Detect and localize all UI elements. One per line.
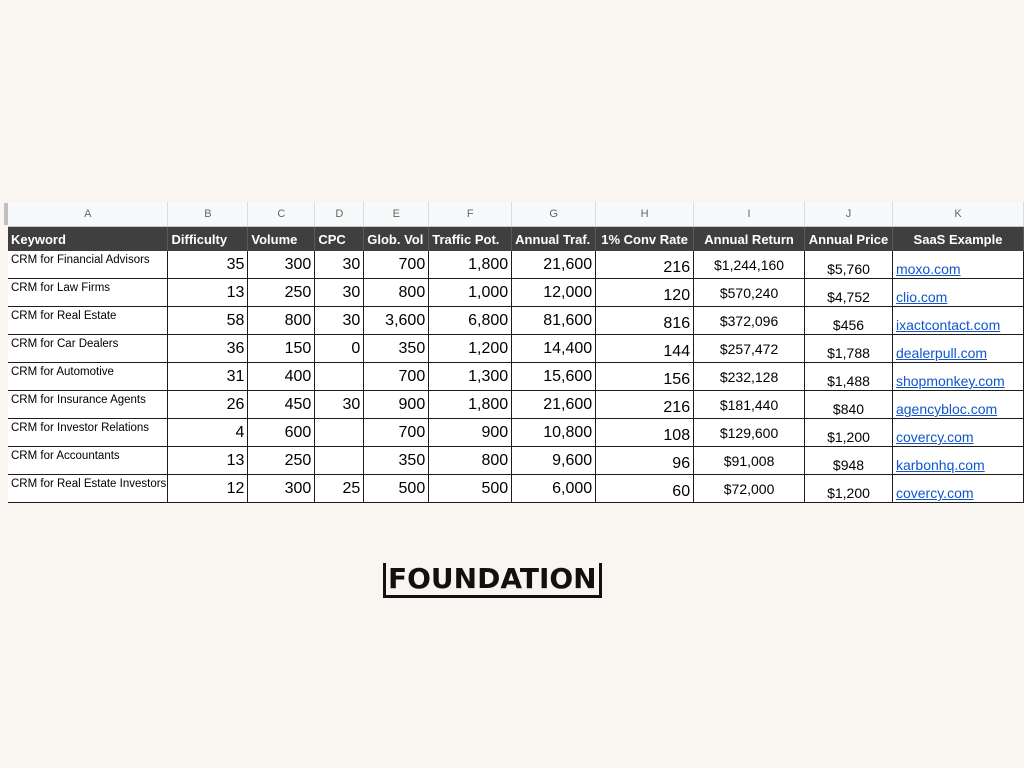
cell-annual-return[interactable]: $232,128 <box>694 363 805 391</box>
cell-conv-rate[interactable]: 96 <box>596 447 694 475</box>
saas-link[interactable]: covercy.com <box>895 429 974 445</box>
cell-volume[interactable]: 250 <box>248 447 315 475</box>
cell-glob-vol[interactable]: 700 <box>364 419 429 447</box>
cell-traffic-pot[interactable]: 1,800 <box>429 251 512 279</box>
cell-keyword[interactable]: CRM for Insurance Agents <box>8 391 168 419</box>
cell-volume[interactable]: 400 <box>248 363 315 391</box>
cell-conv-rate[interactable]: 216 <box>596 391 694 419</box>
saas-link[interactable]: covercy.com <box>895 485 974 501</box>
cell-annual-return[interactable]: $570,240 <box>694 279 805 307</box>
cell-cpc[interactable] <box>315 419 364 447</box>
cell-keyword[interactable]: CRM for Real Estate <box>8 307 168 335</box>
cell-saas[interactable] <box>892 391 1023 419</box>
cell-cpc[interactable] <box>315 363 364 391</box>
cell-volume[interactable]: 300 <box>248 475 315 503</box>
column-letter-a[interactable]: A <box>8 202 168 227</box>
saas-link[interactable]: shopmonkey.com <box>895 373 1005 389</box>
table-row <box>8 363 1024 391</box>
cell-annual-return[interactable]: $91,008 <box>694 447 805 475</box>
cell-keyword[interactable]: CRM for Car Dealers <box>8 335 168 363</box>
cell-annual-return[interactable]: $372,096 <box>694 307 805 335</box>
cell-keyword[interactable]: CRM for Investor Relations <box>8 419 168 447</box>
cell-annual-return[interactable]: $181,440 <box>694 391 805 419</box>
cell-annual-traf[interactable]: 21,600 <box>512 251 596 279</box>
cell-glob-vol[interactable]: 800 <box>364 279 429 307</box>
header-conv-rate[interactable]: 1% Conv Rate <box>596 227 694 252</box>
cell-difficulty[interactable]: 13 <box>168 279 248 307</box>
column-letter-h[interactable]: H <box>596 202 694 227</box>
table-row <box>8 419 1024 447</box>
table-row <box>8 307 1024 335</box>
cell-annual-traf[interactable]: 21,600 <box>512 391 596 419</box>
cell-saas[interactable] <box>892 307 1023 335</box>
cell-volume[interactable]: 300 <box>248 251 315 279</box>
saas-link[interactable]: ixactcontact.com <box>895 317 1001 333</box>
cell-keyword[interactable]: CRM for Law Firms <box>8 279 168 307</box>
saas-link[interactable]: clio.com <box>895 289 948 305</box>
cell-annual-traf[interactable]: 81,600 <box>512 307 596 335</box>
cell-annual-traf[interactable]: 14,400 <box>512 335 596 363</box>
cell-difficulty[interactable]: 26 <box>168 391 248 419</box>
column-letter-e[interactable]: E <box>364 202 429 227</box>
cell-conv-rate[interactable]: 60 <box>596 475 694 503</box>
cell-annual-traf[interactable]: 6,000 <box>512 475 596 503</box>
cell-annual-traf[interactable]: 15,600 <box>512 363 596 391</box>
cell-difficulty[interactable]: 35 <box>168 251 248 279</box>
column-letter-c[interactable]: C <box>248 202 315 227</box>
cell-traffic-pot[interactable]: 1,800 <box>429 391 512 419</box>
cell-cpc[interactable]: 30 <box>315 307 364 335</box>
cell-conv-rate[interactable]: 144 <box>596 335 694 363</box>
cell-cpc[interactable]: 0 <box>315 335 364 363</box>
cell-saas[interactable] <box>892 279 1023 307</box>
cell-annual-return[interactable]: $1,244,160 <box>694 251 805 279</box>
cell-saas[interactable] <box>892 447 1023 475</box>
cell-glob-vol[interactable]: 900 <box>364 391 429 419</box>
cell-keyword[interactable]: CRM for Automotive <box>8 363 168 391</box>
cell-difficulty[interactable]: 12 <box>168 475 248 503</box>
column-letter-b[interactable]: B <box>168 202 248 227</box>
cell-saas[interactable] <box>892 251 1023 279</box>
column-letter-j[interactable]: J <box>805 202 893 227</box>
saas-link[interactable]: dealerpull.com <box>895 345 988 361</box>
saas-link[interactable]: agencybloc.com <box>895 401 998 417</box>
cell-conv-rate[interactable]: 216 <box>596 251 694 279</box>
cell-glob-vol[interactable]: 350 <box>364 335 429 363</box>
column-letter-d[interactable]: D <box>315 202 364 227</box>
saas-link[interactable]: moxo.com <box>895 261 961 277</box>
cell-glob-vol[interactable]: 700 <box>364 251 429 279</box>
header-row <box>8 227 1024 252</box>
cell-annual-return[interactable]: $257,472 <box>694 335 805 363</box>
header-annual-traf[interactable]: Annual Traf. <box>512 227 596 252</box>
column-letter-row <box>8 202 1024 227</box>
cell-difficulty[interactable]: 36 <box>168 335 248 363</box>
cell-annual-return[interactable]: $72,000 <box>694 475 805 503</box>
header-cpc[interactable]: CPC <box>315 227 364 252</box>
cell-conv-rate[interactable]: 108 <box>596 419 694 447</box>
cell-annual-traf[interactable]: 12,000 <box>512 279 596 307</box>
table-row <box>8 475 1024 503</box>
cell-saas[interactable] <box>892 335 1023 363</box>
cell-traffic-pot[interactable]: 800 <box>429 447 512 475</box>
cell-difficulty[interactable]: 31 <box>168 363 248 391</box>
cell-traffic-pot[interactable]: 500 <box>429 475 512 503</box>
column-letter-k[interactable]: K <box>892 202 1023 227</box>
column-letter-i[interactable]: I <box>694 202 805 227</box>
header-annual-price[interactable]: Annual Price <box>805 227 893 252</box>
cell-difficulty[interactable]: 13 <box>168 447 248 475</box>
header-traffic-pot[interactable]: Traffic Pot. <box>429 227 512 252</box>
cell-annual-price[interactable]: $1,788 <box>805 335 893 363</box>
cell-saas[interactable] <box>892 363 1023 391</box>
cell-glob-vol[interactable]: 500 <box>364 475 429 503</box>
cell-annual-price[interactable]: $5,760 <box>805 251 893 279</box>
cell-annual-price[interactable]: $1,200 <box>805 419 893 447</box>
cell-glob-vol[interactable]: 3,600 <box>364 307 429 335</box>
cell-annual-price[interactable]: $1,200 <box>805 475 893 503</box>
cell-conv-rate[interactable]: 156 <box>596 363 694 391</box>
header-glob-vol[interactable]: Glob. Vol <box>364 227 429 252</box>
cell-annual-price[interactable]: $840 <box>805 391 893 419</box>
cell-traffic-pot[interactable]: 900 <box>429 419 512 447</box>
cell-volume[interactable]: 250 <box>248 279 315 307</box>
header-volume[interactable]: Volume <box>248 227 315 252</box>
cell-traffic-pot[interactable]: 1,300 <box>429 363 512 391</box>
cell-annual-price[interactable]: $4,752 <box>805 279 893 307</box>
column-letter-g[interactable]: G <box>512 202 596 227</box>
cell-conv-rate[interactable]: 120 <box>596 279 694 307</box>
cell-keyword[interactable]: CRM for Financial Advisors <box>8 251 168 279</box>
cell-annual-price[interactable]: $948 <box>805 447 893 475</box>
table-row <box>8 335 1024 363</box>
cell-annual-price[interactable]: $1,488 <box>805 363 893 391</box>
cell-traffic-pot[interactable]: 1,000 <box>429 279 512 307</box>
column-letter-f[interactable]: F <box>429 202 512 227</box>
table-row <box>8 251 1024 279</box>
saas-link[interactable]: karbonhq.com <box>895 457 985 473</box>
cell-keyword[interactable]: CRM for Accountants <box>8 447 168 475</box>
cell-annual-return[interactable]: $129,600 <box>694 419 805 447</box>
spreadsheet-table <box>8 202 1024 503</box>
cell-volume[interactable]: 800 <box>248 307 315 335</box>
cell-glob-vol[interactable]: 700 <box>364 363 429 391</box>
header-saas-example[interactable]: SaaS Example <box>892 227 1023 252</box>
cell-volume[interactable]: 600 <box>248 419 315 447</box>
cell-annual-traf[interactable]: 10,800 <box>512 419 596 447</box>
table-row <box>8 447 1024 475</box>
cell-conv-rate[interactable]: 816 <box>596 307 694 335</box>
cell-difficulty[interactable]: 58 <box>168 307 248 335</box>
cell-saas[interactable] <box>892 475 1023 503</box>
cell-volume[interactable]: 150 <box>248 335 315 363</box>
cell-cpc[interactable]: 25 <box>315 475 364 503</box>
cell-cpc[interactable]: 30 <box>315 251 364 279</box>
cell-traffic-pot[interactable]: 1,200 <box>429 335 512 363</box>
foundation-logo: FOUNDATION <box>383 563 602 598</box>
cell-cpc[interactable]: 30 <box>315 279 364 307</box>
cell-cpc[interactable]: 30 <box>315 391 364 419</box>
cell-saas[interactable] <box>892 419 1023 447</box>
cell-traffic-pot[interactable]: 6,800 <box>429 307 512 335</box>
cell-glob-vol[interactable]: 350 <box>364 447 429 475</box>
cell-keyword[interactable]: CRM for Real Estate Investors <box>8 475 168 503</box>
cell-volume[interactable]: 450 <box>248 391 315 419</box>
header-keyword[interactable]: Keyword <box>8 227 168 252</box>
cell-annual-price[interactable]: $456 <box>805 307 893 335</box>
header-difficulty[interactable]: Difficulty <box>168 227 248 252</box>
cell-difficulty[interactable]: 4 <box>168 419 248 447</box>
cell-annual-traf[interactable]: 9,600 <box>512 447 596 475</box>
table-row <box>8 391 1024 419</box>
cell-cpc[interactable] <box>315 447 364 475</box>
header-annual-return[interactable]: Annual Return <box>694 227 805 252</box>
table-row <box>8 279 1024 307</box>
